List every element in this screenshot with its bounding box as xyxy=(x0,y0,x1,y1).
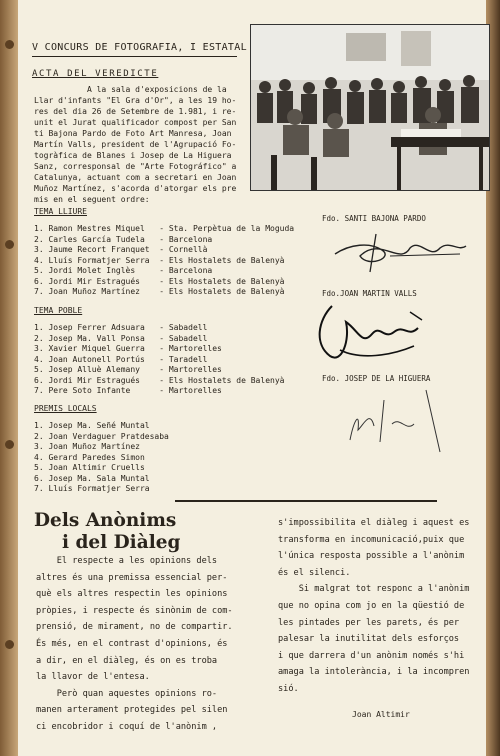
text-line: El respecte a les opinions dels xyxy=(36,556,218,566)
intro-line: Martín Valls, president de l'Agrupació Fo- xyxy=(34,140,237,149)
binding-hole xyxy=(5,440,14,449)
text-line: què els altres respectin les opinions xyxy=(36,589,228,600)
contest-heading: V CONCURS DE FOTOGRAFIA, I ESTATAL xyxy=(32,42,247,53)
list-item: 6. Josep Ma. Sala Muntal xyxy=(34,473,150,483)
article-author: Joan Altimir xyxy=(352,710,410,719)
intro-paragraph xyxy=(34,84,244,205)
text-line: sió. xyxy=(278,683,299,694)
intro-line: ti Bajona Pardo de Foto Art Manresa, Joan xyxy=(34,129,232,138)
list-item: 7. Joan Muñoz Martínez - Els Hostalets de Balenyà xyxy=(34,287,285,296)
intro-line: Catalunya, actuant com a secretari en Joan xyxy=(34,173,237,182)
list-item: 7. Lluís Formatjer Serra xyxy=(34,484,150,493)
signature-label-higuera: Fdo. JOSEP DE LA HIGUERA xyxy=(322,374,431,383)
text-line: És més, en el contrast d'opinions, és xyxy=(36,638,228,649)
list-item: 6. Jordi Mir Estragués - Els Hostalets de Balenyà xyxy=(34,276,285,286)
tema-lliure-title: TEMA LLIURE xyxy=(34,207,87,216)
text-line: i que darrera d'un anònim només s'hi xyxy=(278,650,465,661)
signature-label-bajona: Fdo. SANTI BAJONA PARDO xyxy=(322,214,426,223)
list-item: 5. Jordi Molet Inglès - Barcelona xyxy=(34,266,213,275)
list-item: 5. Josep Alluè Alemany - Martorelles xyxy=(34,365,222,374)
list-item: 2. Joan Verdaguer Pratdesaba xyxy=(34,431,169,441)
list-item: 4. Lluís Formatjer Serra - Els Hostalets de Balenyà xyxy=(34,255,285,265)
signature-label-martin: Fdo.JOAN MARTIN VALLS xyxy=(322,289,417,298)
list-item: 3. Xavier Miquel Guerra - Martorelles xyxy=(34,344,222,353)
tema-poble-title: TEMA POBLE xyxy=(34,306,83,315)
text-line: és el silenci. xyxy=(278,567,351,578)
text-line: ci encobridor i coquí de l'anònim , xyxy=(36,721,218,732)
list-item: 7. Pere Soto Infante - Martorelles xyxy=(34,386,222,395)
tema-poble-list xyxy=(34,323,284,397)
text-line: l'única resposta possible a l'anònim xyxy=(278,551,465,562)
signature-higuera xyxy=(330,380,460,460)
premis-locals-list xyxy=(34,421,169,495)
text-line: pròpies, i respecte és sinònim de com- xyxy=(36,605,233,616)
intro-line: mis en el seguent ordre: xyxy=(34,195,150,204)
binding-hole xyxy=(5,240,14,249)
article-title-line2: i del Diàleg xyxy=(62,532,181,553)
article-title-line1: Dels Anònims xyxy=(34,510,177,531)
signature-martin xyxy=(310,300,430,366)
intro-line: togràfica de Blanes i Josep de La Higuera xyxy=(34,151,232,160)
list-item: 2. Carles García Tudela - Barcelona xyxy=(34,234,213,244)
intro-line: unit el Jurat qualificador compost per San xyxy=(34,118,237,127)
text-line: amaga la intolerància, i la incompren xyxy=(278,667,470,678)
list-item: 3. Jaume Recort Franquet - Cornellà xyxy=(34,245,208,254)
text-line: manen arterament protegides pel silen xyxy=(36,705,228,716)
intro-line: Muñoz Martínez, s'acorda d'atorgar els pre xyxy=(34,184,237,193)
text-line: a dir, en el diàleg, és on es troba xyxy=(36,655,218,666)
intro-line: A la sala d'exposicions de la xyxy=(34,85,227,94)
text-line: palesar la inutilitat dels esforços xyxy=(278,634,460,645)
heading-underline xyxy=(32,56,237,57)
text-line: altres és una premissa essencial per- xyxy=(36,572,228,583)
list-item: 5. Joan Altimir Cruells xyxy=(34,463,145,472)
intro-line: Sanz, corresponsal de "Arte Fotográfico" a xyxy=(34,162,237,171)
text-line: transforma en incomunicació,puix que xyxy=(278,534,465,545)
list-item: 6. Jordi Mir Estragués - Els Hostalets de Balenyà xyxy=(34,375,285,385)
list-item: 1. Josep Ma. Señé Muntal xyxy=(34,421,150,430)
text-line: les pintades per les parets, és per xyxy=(278,617,460,628)
text-line: Però quan aquestes opinions ro- xyxy=(36,688,218,699)
intro-line: res del dia 26 de Setembre de 1.981, i re- xyxy=(34,107,237,116)
signature-bajona xyxy=(330,226,470,276)
binding-hole xyxy=(5,40,14,49)
text-line: que no opina com jo en la qüestió de xyxy=(278,600,465,611)
article-left-column xyxy=(36,553,233,736)
tema-lliure-list xyxy=(34,224,294,298)
jury-photo xyxy=(250,24,490,191)
binding-hole xyxy=(5,640,14,649)
text-line: prensió, de mirament, no de compartir. xyxy=(36,622,233,633)
list-item: 3. Joan Muñoz Martínez xyxy=(34,442,140,451)
premis-locals-title: PREMIS LOCALS xyxy=(34,404,97,413)
list-item: 1. Josep Ferrer Adsuara - Sabadell xyxy=(34,323,208,332)
text-line: la llavor de l'entesa. xyxy=(36,672,150,683)
acta-title: ACTA DEL VEREDICTE xyxy=(32,69,159,79)
text-line: s'impossibilita el diàleg i aquest es xyxy=(278,518,470,528)
list-item: 4. Gerard Paredes Simon xyxy=(34,452,145,462)
article-right-column xyxy=(278,515,469,698)
intro-line: Llar d'infants "El Gra d'Or", a les 19 ho- xyxy=(34,96,237,105)
jury-photo-illustration xyxy=(251,25,489,190)
section-divider xyxy=(175,500,437,502)
list-item: 1. Ramon Mestres Miquel - Sta. Perpètua de la Moguda xyxy=(34,224,295,233)
list-item: 4. Joan Autonell Portús - Taradell xyxy=(34,354,208,364)
list-item: 2. Josep Ma. Vall Ponsa - Sabadell xyxy=(34,333,208,343)
text-line: Si malgrat tot responc a l'anònim xyxy=(278,584,470,595)
